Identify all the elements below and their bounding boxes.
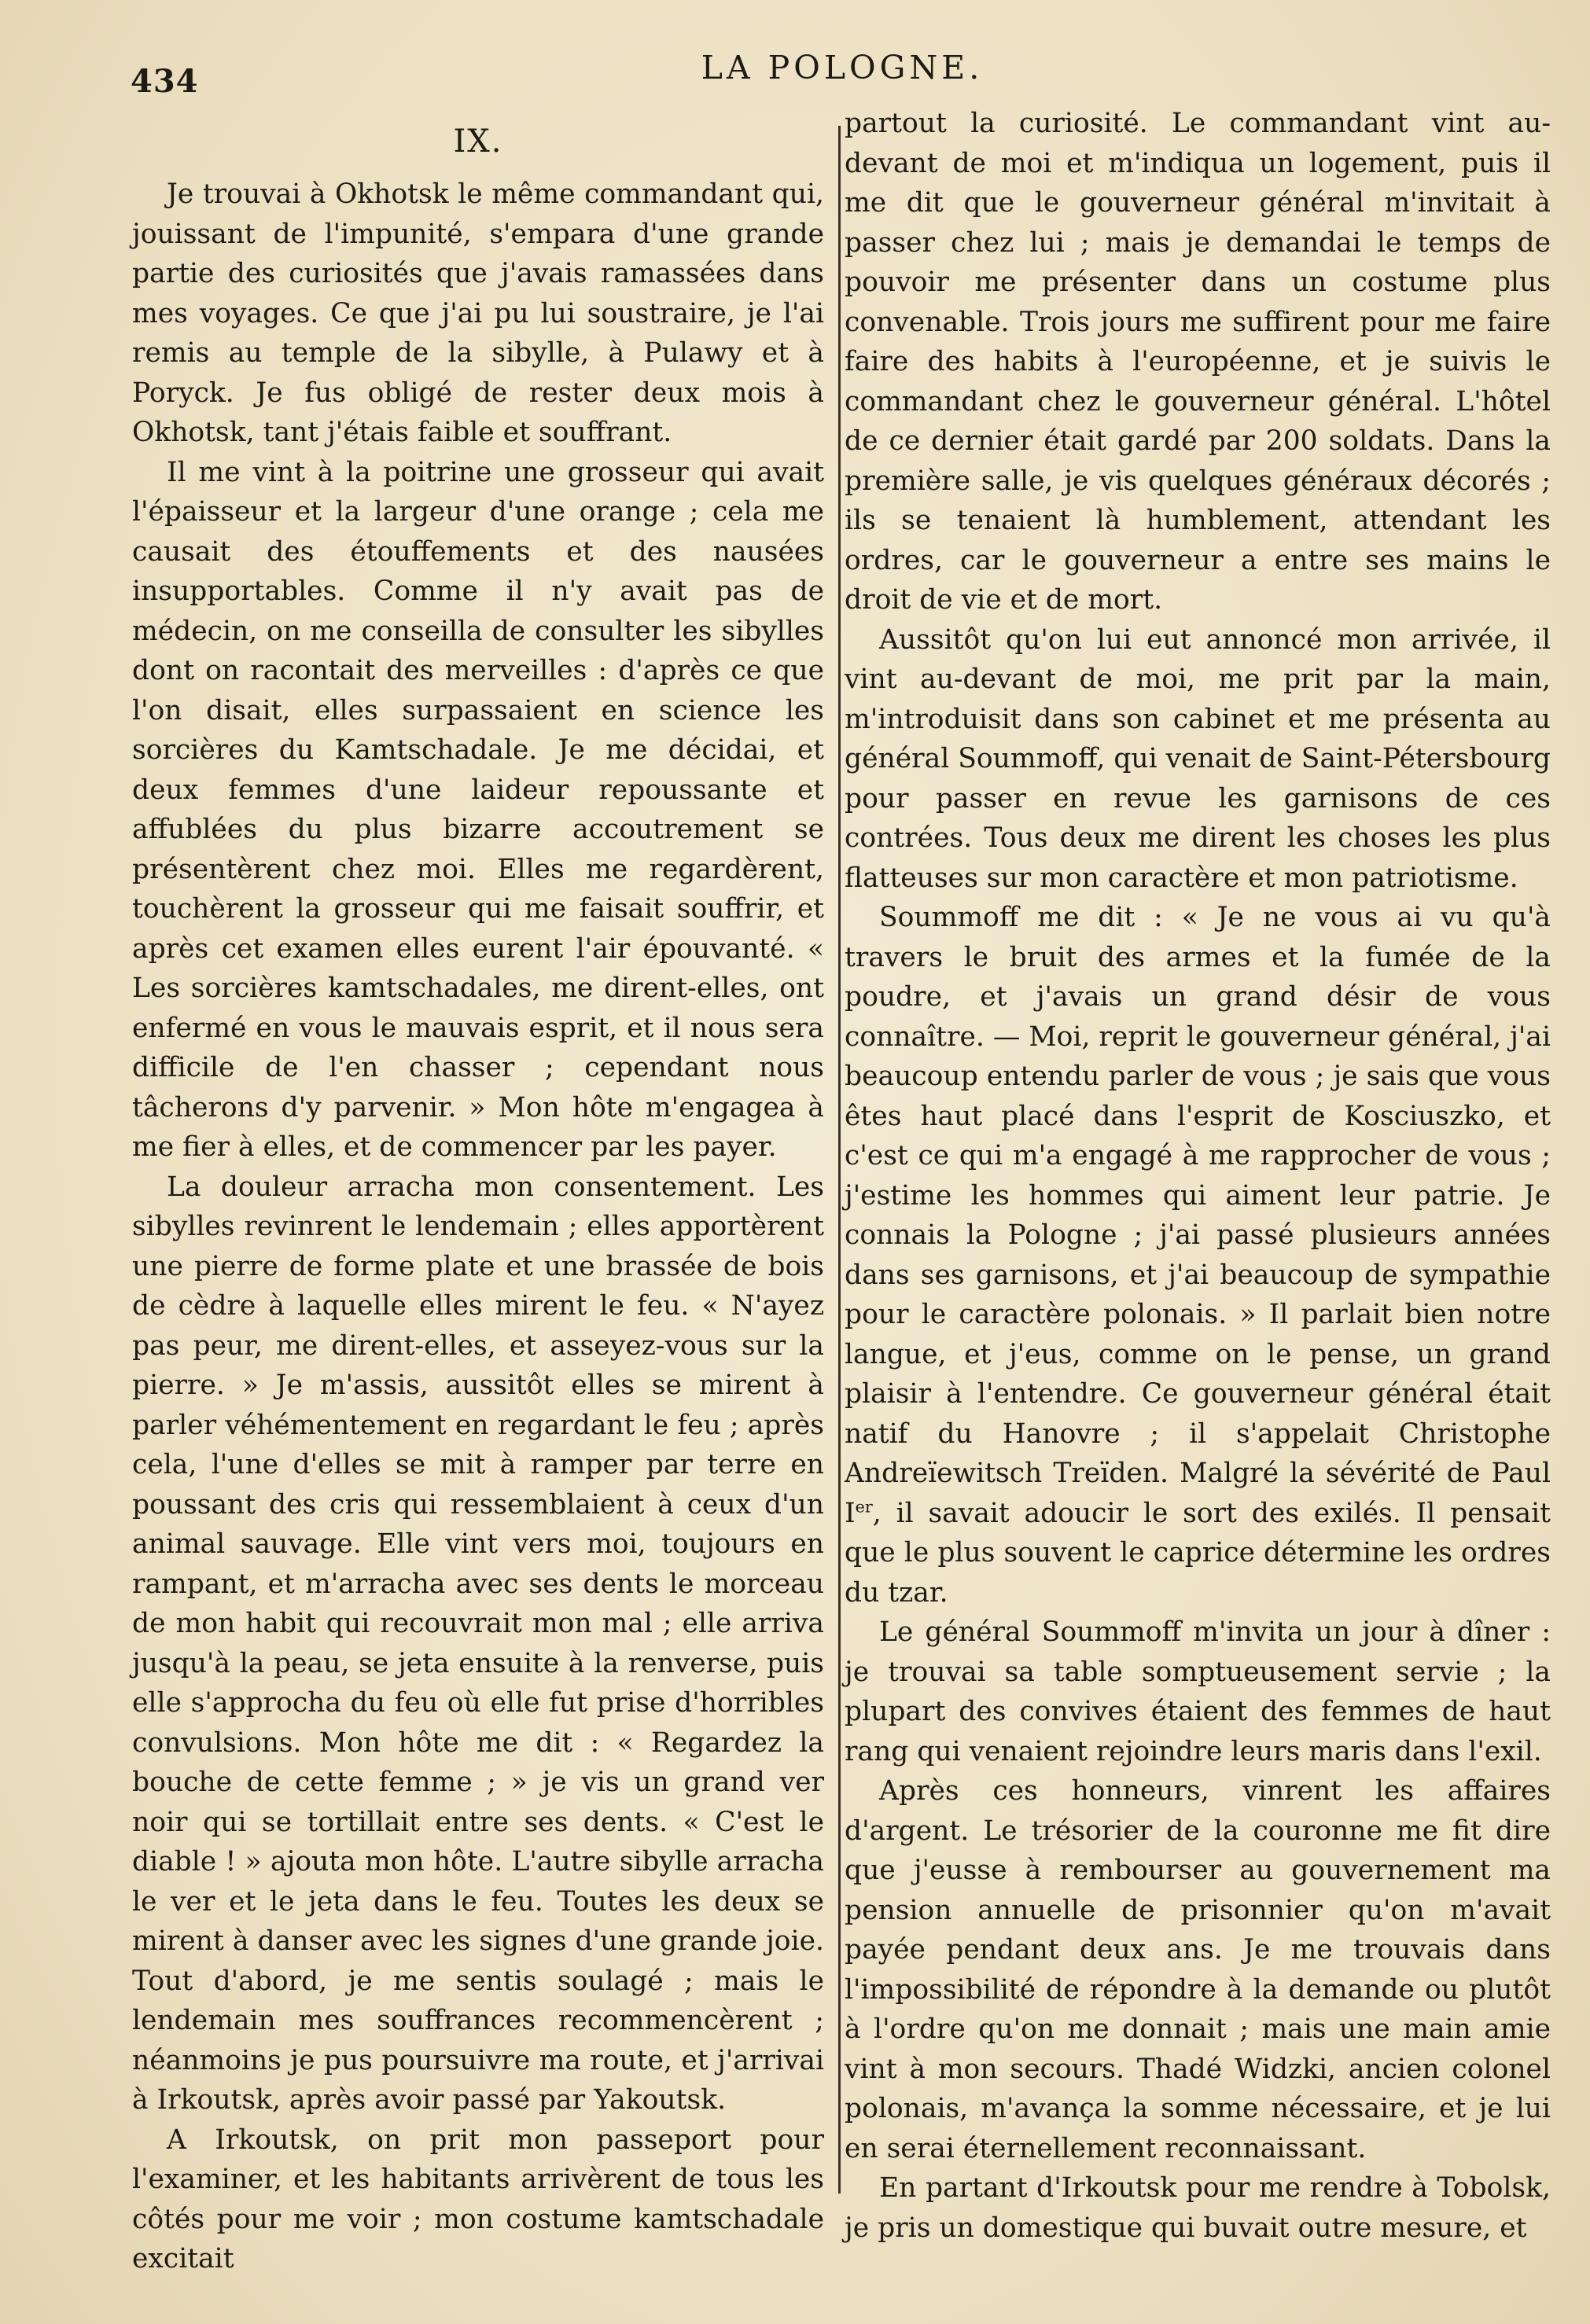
right-column xyxy=(845,104,1551,2248)
paragraph: A Irkoutsk, on prit mon passeport pour l'examiner, et les habitants arrivèrent de tous les côtés pour me voir ; mon costume kamtschadale excitait xyxy=(132,2124,824,2274)
section-title: IX. xyxy=(453,123,503,160)
paragraph xyxy=(845,898,1551,1612)
paragraph: Il me vint à la poitrine une grosseur qui avait l'épaisseur et la largeur d'une orange ; cela me causait des étouffements et des nausées insupportables. Comme il n'y avait pas de médecin, on me conseilla de consulter les sibylles dont on racontait des merveilles : d'après ce que l'on disait, elles surpassaient en science les sorcières du Kamtschadale. Je me décidai, et deux femmes d'une laideur repoussante et affublées du plus bizarre accoutrement se présentèrent chez moi. Elles me regardèrent, touchèrent la grosseur qui me faisait souffrir, et après cet examen elles eurent l'air épouvanté. « Les sorcières kamtschadales, me dirent-elles, ont enfermé en vous le mauvais esprit, et il nous sera difficile de l'en chasser ; cependant nous tâcherons d'y parvenir. » Mon hôte m'engagea à me fier à elles, et de commencer par les payer. xyxy=(132,456,824,1163)
column-divider xyxy=(838,126,841,2193)
paragraph: Aussitôt qu'on lui eut annoncé mon arrivée, il vint au-devant de moi, me prit par la main, m'introduisit dans son cabinet et me présenta au général Soummoff, qui venait de Saint-Pétersbourg pour passer en revue les garnisons de ces contrées. Tous deux me dirent les choses les plus flatteuses sur mon caractère et mon patriotisme. xyxy=(845,623,1551,894)
paragraph: Après ces honneurs, vinrent les affaires d'argent. Le trésorier de la couronne me fit dire que j'eusse à rembourser au gouvernement ma pension annuelle de prisonnier qu'on m'avait payée pendant deux ans. Je me trouvais dans l'impossibilité de répondre à la demande ou plutôt à l'ordre qu'on me donnait ; mais une main amie vint à mon secours. Thadé Widzki, ancien colonel polonais, m'avança la somme nécessaire, et je lui en serai éternellement reconnaissant. xyxy=(845,1775,1551,2164)
regnal-name: Paul I xyxy=(845,1458,1551,1529)
paragraph: partout la curiosité. Le commandant vint au-devant de moi et m'indiqua un logement, puis il me dit que le gouverneur général m'invitait à passer chez lui ; mais je demandai le temps de pouvoir me présenter dans un costume plus convenable. Trois jours me suffirent pour me faire faire des habits à l'européenne, et je suivis le commandant chez le gouverneur général. L'hôtel de ce dernier était gardé par 200 soldats. Dans la première salle, je vis quelques généraux décorés ; ils se tenaient là humblement, attendant les ordres, car le gouverneur a entre ses mains le droit de vie et de mort. xyxy=(845,108,1551,616)
ordinal-superscript: er xyxy=(855,1497,873,1516)
left-column xyxy=(132,118,824,2279)
paragraph: En partant d'Irkoutsk pour me rendre à Tobolsk, je pris un domestique qui buvait outre mesure, et xyxy=(845,2172,1551,2244)
running-title-text: LA POLOGNE. xyxy=(701,49,984,86)
running-title xyxy=(0,49,1590,86)
page-number: 434 xyxy=(131,63,199,100)
paragraph: Je trouvai à Okhotsk le même commandant qui, jouissant de l'impunité, s'empara d'une grande partie des curiosités que j'avais ramassées dans mes voyages. Ce que j'ai pu lui soustraire, je l'ai remis au temple de la sibylle, à Pulawy et à Poryck. Je fus obligé de rester deux mois à Okhotsk, tant j'étais faible et souffrant. xyxy=(132,178,824,448)
paragraph-text: Soummoff me dit : « Je ne vous ai vu qu'à travers le bruit des armes et la fumée de la poudre, et j'avais un grand désir de vous connaître. — Moi, reprit le gouverneur général, j'ai beaucoup entendu parler de vous ; je sais que vous êtes haut placé dans l'esprit de Kosciuszko, et c'est ce qui m'a engagé à me rapprocher de vous ; j'estime les hommes qui aiment leur patrie. Je connais la Pologne ; j'ai passé plusieurs années dans ses garnisons, et j'ai beaucoup de sympathie pour le caractère polonais. » Il parlait bien notre langue, et j'eus, comme on le pense, un grand plaisir à l'entendre. Ce gouverneur général était natif du Hanovre ; il s'appelait Christophe Andreïewitsch Treïden. Malgré la sévérité de xyxy=(845,902,1551,1489)
paragraph: La douleur arracha mon consentement. Les sibylles revinrent le lendemain ; elles apportèrent une pierre de forme plate et une brassée de bois de cèdre à laquelle elles mirent le feu. « N'ayez pas peur, me dirent-elles, et asseyez-vous sur la pierre. » Je m'assis, aussitôt elles se mirent à parler véhémentement en regardant le feu ; après cela, l'une d'elles se mit à ramper par terre en poussant des cris qui ressemblaient à ceux d'un animal sauvage. Elle vint vers moi, toujours en rampant, et m'arracha avec ses dents le morceau de mon habit qui recouvrait mon mal ; elle arriva jusqu'à la peau, se jeta ensuite à la renverse, puis elle s'approcha du feu où elle fut prise d'horribles convulsions. Mon hôte me dit : « Regardez la bouche de cette femme ; » je vis un grand ver noir qui se tortillait entre ses dents. « C'est le diable ! » ajouta mon hôte. L'autre sibylle arracha le ver et le jeta dans le feu. Toutes les deux se mirent à danser avec les signes d'une grande joie. Tout d'abord, je me sentis soulagé ; mais le lendemain mes souffrances recommencèrent ; néanmoins je pus poursuivre ma route, et j'arrivai à Irkoutsk, après avoir passé par Yakoutsk. xyxy=(132,1171,824,2116)
paragraph: Le général Soummoff m'invita un jour à dîner : je trouvai sa table somptueusement servie ; la plupart des convives étaient des femmes de haut rang qui venaient rejoindre leurs maris dans l'exil. xyxy=(845,1616,1551,1767)
paragraph-text: , il savait adoucir le sort des exilés. Il pensait que le plus souvent le caprice détermine les ordres du tzar. xyxy=(845,1497,1551,1609)
